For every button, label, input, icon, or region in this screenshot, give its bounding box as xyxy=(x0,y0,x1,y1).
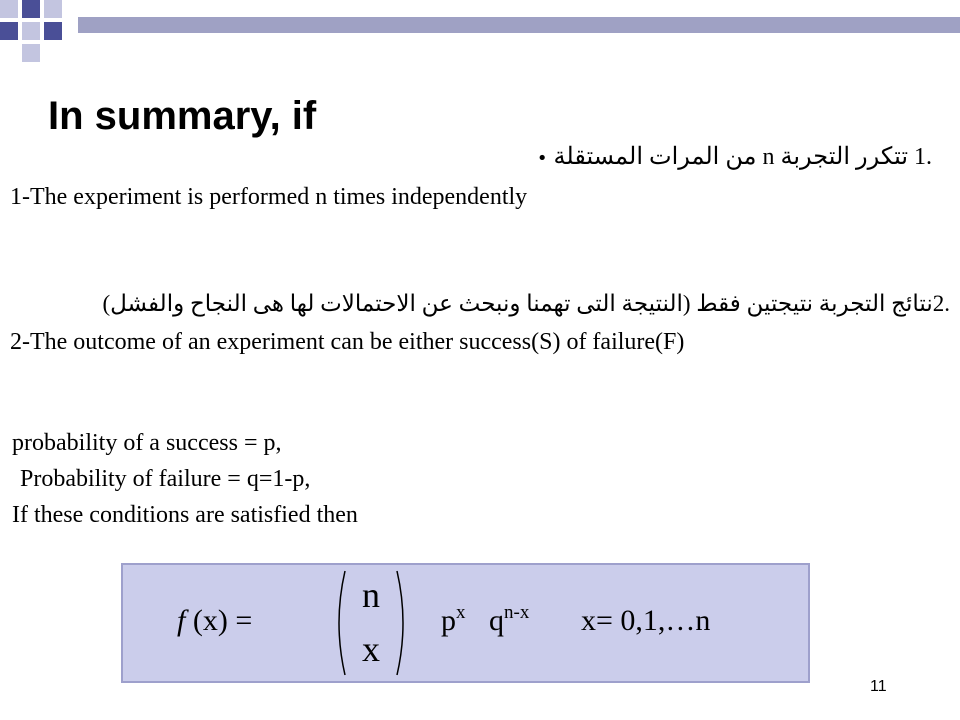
formula-q-exponent: n-x xyxy=(504,602,530,623)
prob-success-line: probability of a success = p, xyxy=(12,430,282,456)
formula-p: p xyxy=(441,604,456,637)
header-square-5 xyxy=(22,22,40,40)
formula-box xyxy=(121,563,810,683)
header-square-4 xyxy=(0,22,18,40)
formula-p-term xyxy=(441,603,466,639)
header-square-7 xyxy=(22,44,40,62)
header-square-2 xyxy=(22,0,40,18)
binom-top: n xyxy=(362,575,380,615)
formula-lhs-rest: (x) = xyxy=(185,604,253,637)
formula-p-exponent: x xyxy=(456,602,466,623)
page-number: 11 xyxy=(870,678,887,695)
header-square-6 xyxy=(44,22,62,40)
prob-failure-line: Probability of failure = q=1-p, xyxy=(20,466,311,492)
formula-f: f xyxy=(177,604,186,637)
binom-bottom: x xyxy=(362,629,380,669)
english-line-1: 1-The experiment is performed n times independently xyxy=(10,184,528,210)
bullet-icon: • xyxy=(536,148,548,169)
arabic-line-2: .2نتائج التجربة نتيجتين فقط (النتيجة التى تهمنا ونبحث عن الاحتمالات لها هى النجاح والفشل) xyxy=(102,291,950,316)
right-paren xyxy=(395,569,411,677)
header-square-3 xyxy=(44,0,62,18)
formula-lhs xyxy=(177,603,252,639)
header-square-1 xyxy=(0,0,18,18)
arabic-line-1-text: .1 تتكرر التجربة n من المرات المستقلة xyxy=(553,144,932,170)
english-line-2: 2-The outcome of an experiment can be either success(S) of failure(F) xyxy=(10,329,685,355)
conditions-line: If these conditions are satisfied then xyxy=(12,502,358,528)
formula-q: q xyxy=(489,604,504,637)
formula-range: x= 0,1,…n xyxy=(581,604,711,637)
formula-q-term xyxy=(489,603,529,639)
left-paren xyxy=(331,569,347,677)
slide-title: In summary, if xyxy=(48,94,317,138)
header-bar xyxy=(78,17,960,33)
arabic-line-1 xyxy=(470,142,932,174)
